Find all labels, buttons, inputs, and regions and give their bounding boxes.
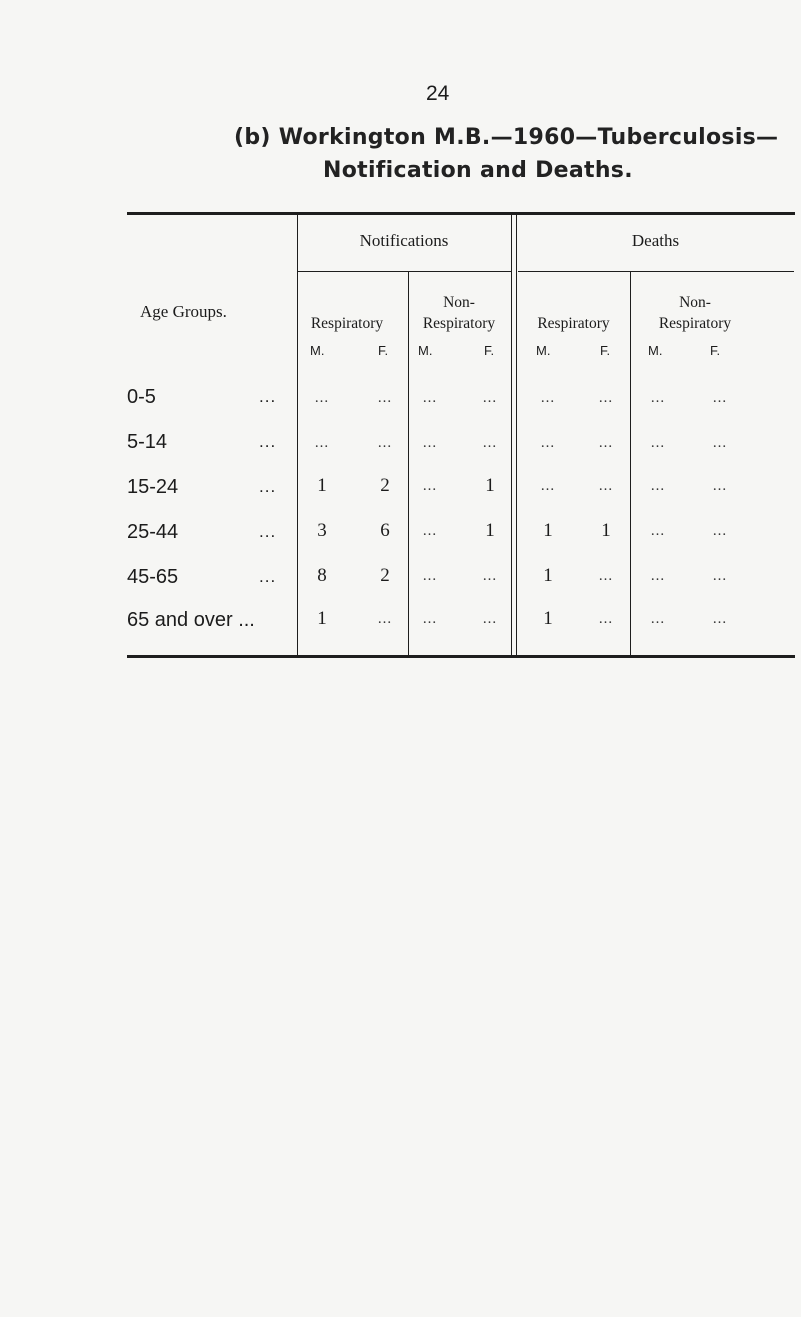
age-label: 25-44: [127, 521, 179, 543]
table-cell: ...: [422, 435, 438, 451]
notifications-underline: [297, 271, 511, 272]
table-cell: ...: [712, 435, 728, 451]
table-cell: ...: [540, 478, 556, 494]
deaths-nonresp-header-2: Respiratory: [658, 315, 732, 332]
age-groups-header: Age Groups.: [140, 302, 227, 321]
m-label: M.: [536, 343, 551, 358]
f-label: F.: [710, 343, 721, 358]
notif-nonresp-header-1: Non-: [443, 294, 475, 311]
f-label: F.: [600, 343, 611, 358]
table-cell: 2: [380, 475, 390, 496]
table-cell: 6: [380, 520, 390, 541]
table-cell: ...: [650, 478, 666, 494]
table-cell: ...: [540, 435, 556, 451]
table-cell: ...: [422, 478, 438, 494]
table-cell: ...: [712, 390, 728, 406]
deaths-header: Deaths: [631, 231, 680, 250]
age-dots: ...: [259, 477, 277, 496]
page-number: 24: [426, 82, 450, 105]
table-cell: ...: [482, 611, 498, 627]
table-bottom-rule: [127, 655, 795, 658]
page-title: (b) Workington M.B.—1960—Tuberculosis—: [234, 125, 779, 150]
age-label: 5-14: [127, 431, 168, 453]
table-cell: 2: [380, 565, 390, 586]
table-cell: ...: [650, 568, 666, 584]
table-cell: ...: [482, 568, 498, 584]
f-label: F.: [484, 343, 495, 358]
table-cell: 1: [543, 608, 553, 629]
col-divider-age: [297, 214, 298, 655]
table-cell: 1: [601, 520, 611, 541]
age-dots: ...: [259, 387, 277, 406]
f-label: F.: [378, 343, 389, 358]
age-label: 15-24: [127, 476, 179, 498]
table-cell: ...: [377, 611, 393, 627]
table-cell: ...: [540, 390, 556, 406]
table-cell: 1: [317, 608, 327, 629]
deaths-underline: [518, 271, 794, 272]
age-label: 0-5: [127, 386, 156, 408]
table-cell: ...: [712, 568, 728, 584]
age-dots: ...: [259, 567, 277, 586]
notif-nonresp-header-2: Respiratory: [422, 315, 496, 332]
table-cell: 3: [317, 520, 327, 541]
age-dots: ...: [259, 432, 277, 451]
table-cell: ...: [377, 390, 393, 406]
table-cell: ...: [482, 435, 498, 451]
table-cell: ...: [314, 435, 330, 451]
table-cell: ...: [650, 435, 666, 451]
table-cell: ...: [422, 523, 438, 539]
table-cell: ...: [314, 390, 330, 406]
table-cell: ...: [598, 478, 614, 494]
table-cell: 1: [543, 520, 553, 541]
table-cell: ...: [377, 435, 393, 451]
table-cell: ...: [598, 435, 614, 451]
table-cell: ...: [482, 390, 498, 406]
table-cell: ...: [422, 390, 438, 406]
table-cell: ...: [598, 390, 614, 406]
table-cell: ...: [598, 611, 614, 627]
table-cell: ...: [712, 478, 728, 494]
table-cell: 1: [317, 475, 327, 496]
table-cell: ...: [712, 523, 728, 539]
notif-resp-header: Respiratory: [310, 315, 384, 332]
age-label: 45-65: [127, 566, 179, 588]
table-cell: ...: [650, 611, 666, 627]
notifications-header: Notifications: [359, 231, 449, 250]
table-cell: ...: [422, 611, 438, 627]
m-label: M.: [310, 343, 325, 358]
table-cell: 1: [543, 565, 553, 586]
deaths-nonresp-header-1: Non-: [679, 294, 711, 311]
deaths-resp-header: Respiratory: [537, 315, 610, 332]
table-cell: 8: [317, 565, 327, 586]
table-cell: ...: [650, 523, 666, 539]
page-subtitle: Notification and Deaths.: [323, 158, 633, 183]
table-cell: ...: [712, 611, 728, 627]
table-cell: ...: [422, 568, 438, 584]
table-cell: ...: [598, 568, 614, 584]
table-cell: 1: [485, 475, 495, 496]
col-divider-notif-deaths-a: [511, 214, 512, 655]
col-divider-notif-deaths-b: [516, 214, 517, 655]
age-label: 65 and over ...: [127, 609, 255, 631]
m-label: M.: [648, 343, 663, 358]
age-dots: ...: [259, 522, 277, 541]
table-cell: 1: [485, 520, 495, 541]
table-cell: ...: [650, 390, 666, 406]
table-top-rule: [127, 212, 795, 215]
m-label: M.: [418, 343, 433, 358]
